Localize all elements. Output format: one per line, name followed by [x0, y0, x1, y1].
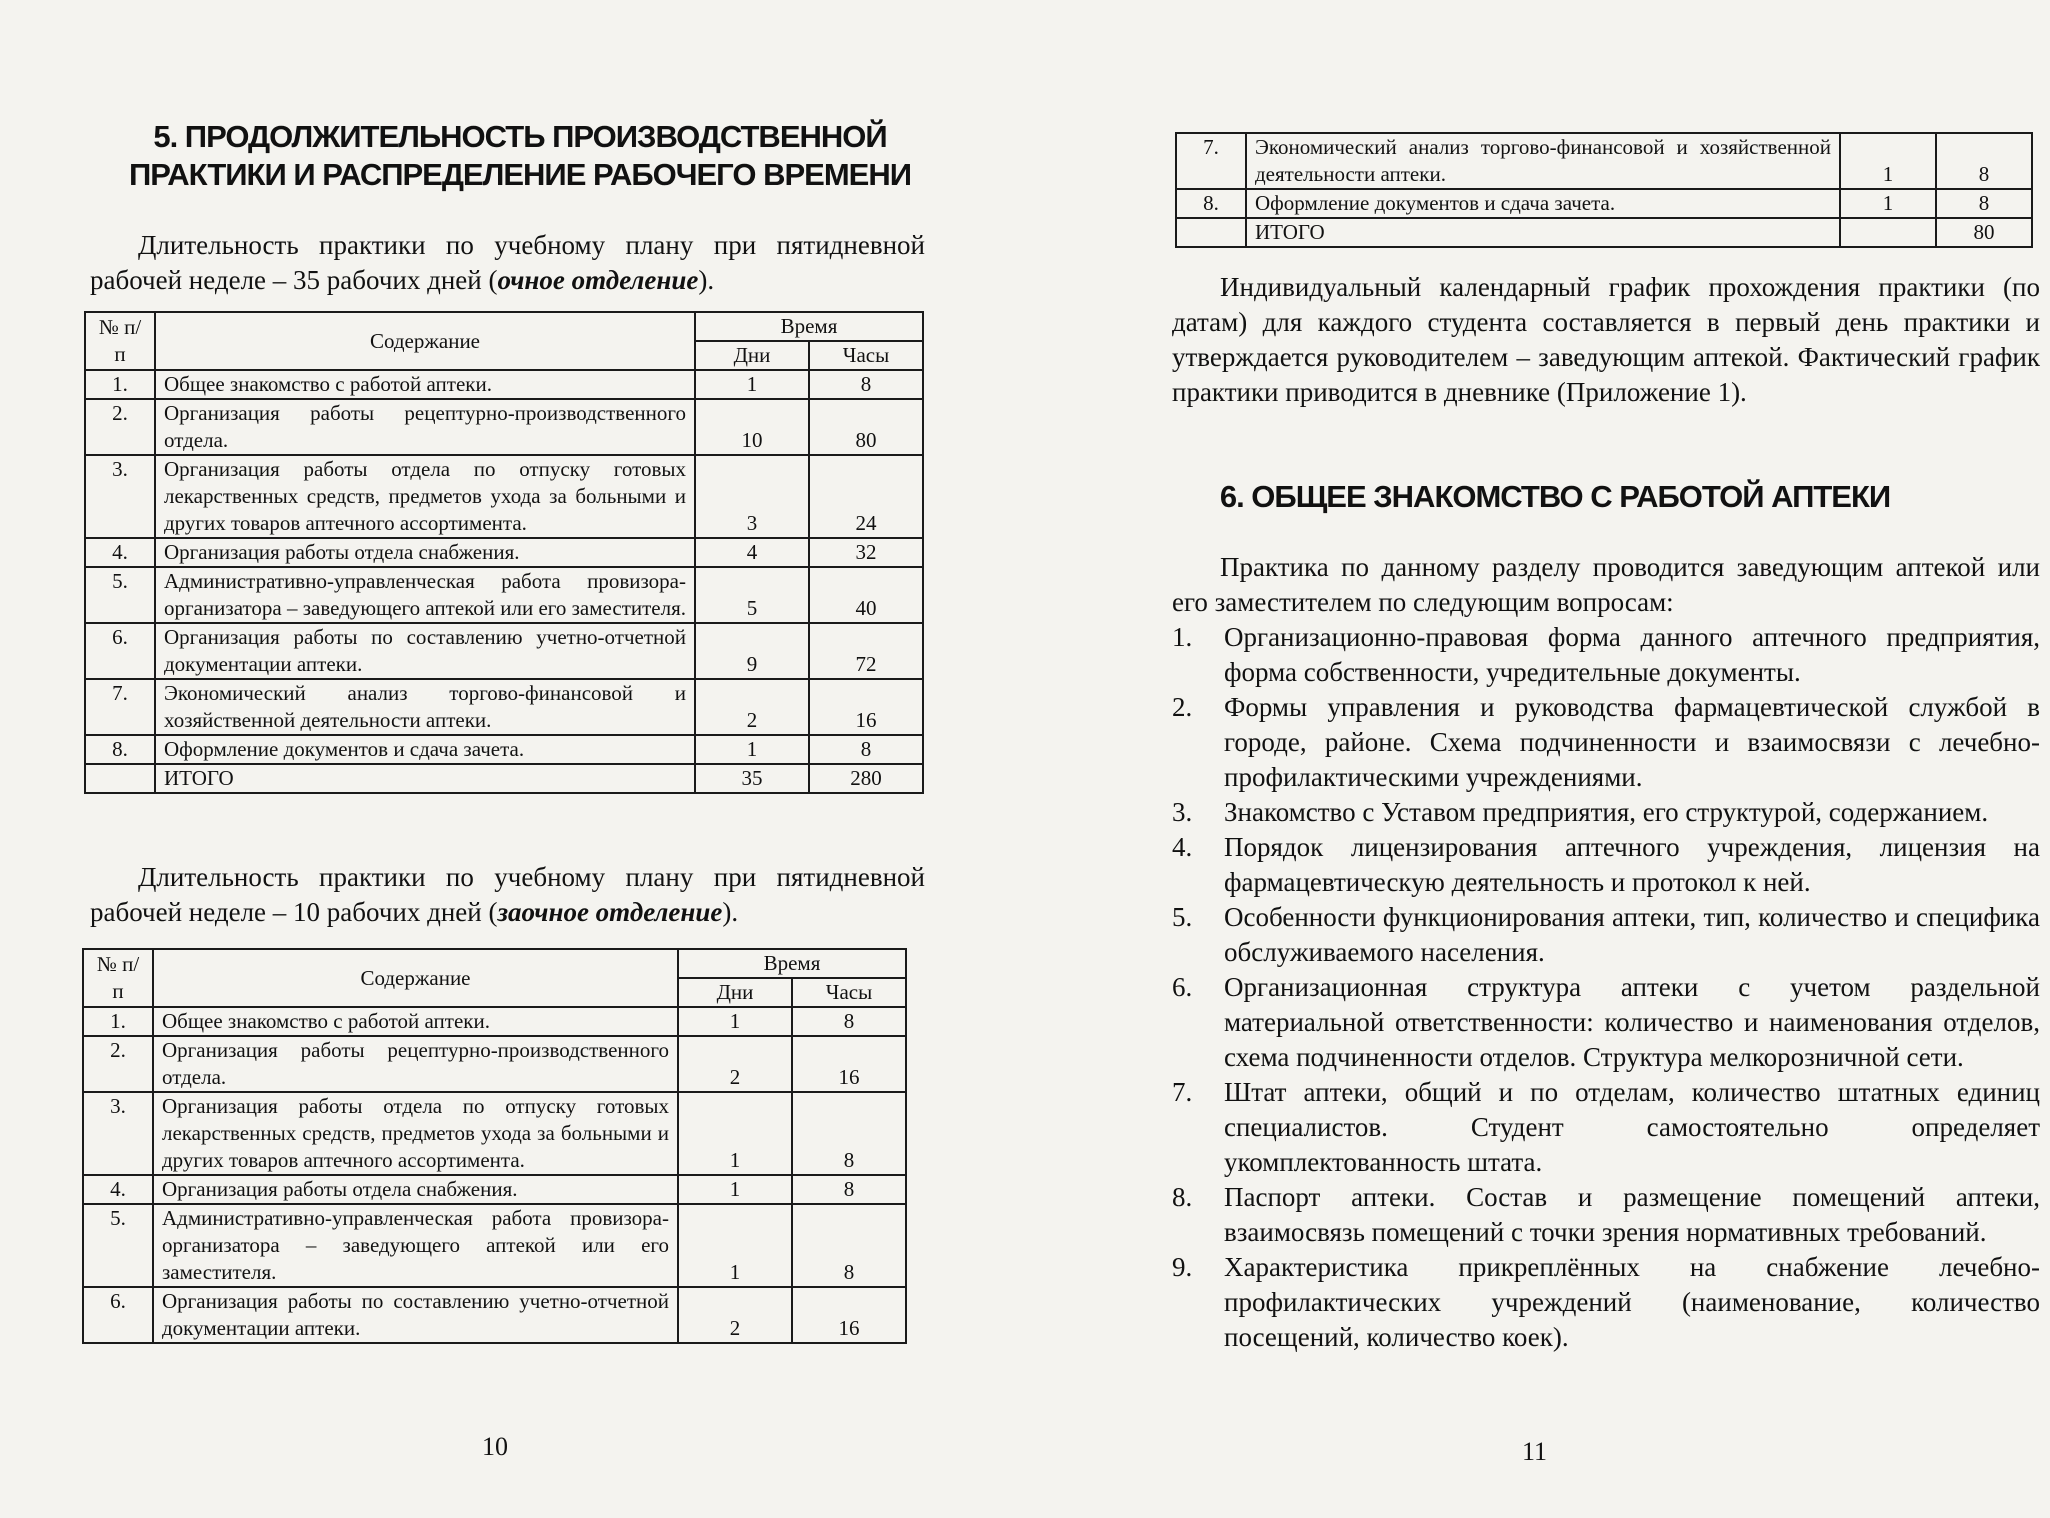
intro-part-time-text: Длительность практики по учебному плану при пятидневной рабочей неделе – 10 рабочих дней (	[90, 862, 925, 927]
list-item-number: 8.	[1172, 1182, 1193, 1212]
list-item-number: 9.	[1172, 1252, 1193, 1282]
intro-part-time-italic: заочное отделение	[497, 897, 723, 927]
section-5-heading	[90, 118, 950, 194]
col-time-header: Время	[678, 949, 906, 978]
right-page	[1025, 0, 2050, 1518]
row-days: 2	[678, 1287, 792, 1343]
section-6-intro	[1172, 550, 2040, 620]
col-hours-header: Часы	[792, 978, 906, 1007]
row-days: 1	[678, 1007, 792, 1036]
row-content: Организация работы отдела по отпуску готовых лекарственных средств, предметов ухода за больными и других товаров аптечного ассортимента.	[153, 1092, 678, 1175]
row-days: 1	[1840, 189, 1936, 218]
row-number: 6.	[83, 1287, 153, 1343]
row-days: 1	[695, 370, 809, 399]
row-hours: 8	[792, 1204, 906, 1287]
heading-line-1: 5. ПРОДОЛЖИТЕЛЬНОСТЬ ПРОИЗВОДСТВЕННОЙ	[153, 119, 887, 154]
row-number: 8.	[85, 735, 155, 764]
schedule-table-continued	[1175, 132, 2033, 248]
table-row	[85, 399, 923, 455]
row-hours: 72	[809, 623, 923, 679]
total-row	[85, 764, 923, 793]
list-item-text: Порядок лицензирования аптечного учреждения, лицензия на фармацевтическую деятельность и протокол к ней.	[1224, 832, 2040, 897]
table-row	[85, 538, 923, 567]
col-days-header: Дни	[678, 978, 792, 1007]
list-item-text: Организационная структура аптеки с учетом раздельной материальной ответственности: количество и наименования отделов, схема подчиненности отделов. Структура мелкорозничной сети.	[1224, 972, 2040, 1072]
list-item-text: Формы управления и руководства фармацевтической службой в городе, районе. Схема подчиненности и взаимосвязи с лечебно-профилактическими учреждениями.	[1224, 692, 2040, 792]
row-days: 9	[695, 623, 809, 679]
row-hours: 8	[809, 370, 923, 399]
row-hours: 8	[792, 1092, 906, 1175]
row-number: 3.	[85, 455, 155, 538]
row-content: Организация работы по составлению учетно-отчетной документации аптеки.	[153, 1287, 678, 1343]
list-item	[1172, 620, 2040, 690]
full-time-schedule-table	[84, 311, 924, 794]
row-content: Организация работы отдела снабжения.	[155, 538, 695, 567]
row-number: 3.	[83, 1092, 153, 1175]
row-hours: 16	[792, 1287, 906, 1343]
total-row	[1176, 218, 2032, 247]
row-number: 5.	[85, 567, 155, 623]
list-item-number: 1.	[1172, 622, 1193, 652]
table-row	[85, 735, 923, 764]
intro-part-time-end: ).	[722, 897, 739, 927]
row-hours: 8	[1936, 189, 2032, 218]
list-item-text: Знакомство с Уставом предприятия, его структурой, содержанием.	[1224, 797, 1989, 827]
row-number: 2.	[83, 1036, 153, 1092]
row-days: 4	[695, 538, 809, 567]
list-item	[1172, 830, 2040, 900]
row-days: 2	[678, 1036, 792, 1092]
list-item	[1172, 1250, 2040, 1355]
col-content-header: Содержание	[153, 949, 678, 1007]
section-6-intro-text: Практика по данному разделу проводится заведующим аптекой или его заместителем по следующим вопросам:	[1172, 552, 2040, 617]
list-item-number: 6.	[1172, 972, 1193, 1002]
list-item-text: Особенности функционирования аптеки, тип, количество и специфика обслуживаемого населения.	[1224, 902, 2040, 967]
row-hours: 8	[792, 1175, 906, 1204]
intro-full-time-end: ).	[698, 265, 715, 295]
table-row	[83, 1036, 906, 1092]
row-number: 2.	[85, 399, 155, 455]
row-hours: 8	[809, 735, 923, 764]
row-hours: 80	[809, 399, 923, 455]
list-item-number: 4.	[1172, 832, 1193, 862]
row-content: Организация работы рецептурно-производственного отдела.	[153, 1036, 678, 1092]
row-hours: 16	[809, 679, 923, 735]
col-num-header: № п/п	[85, 312, 155, 370]
page-number-left: 10	[482, 1432, 508, 1461]
row-hours: 24	[809, 455, 923, 538]
list-item	[1172, 900, 2040, 970]
table-row	[85, 567, 923, 623]
row-content: ИТОГО	[1246, 218, 1840, 247]
row-number: 7.	[1176, 133, 1246, 189]
table-row	[85, 679, 923, 735]
row-content: Экономический анализ торгово-финансовой и хозяйственной деятельности аптеки.	[155, 679, 695, 735]
schedule-paragraph	[1172, 270, 2040, 410]
col-days-header: Дни	[695, 341, 809, 370]
row-days: 35	[695, 764, 809, 793]
list-item-text: Характеристика прикреплённых на снабжение лечебно-профилактических учреждений (наименование, количество посещений, количество коек).	[1224, 1252, 2040, 1352]
list-item-text: Организационно-правовая форма данного аптечного предприятия, форма собственности, учредительные документы.	[1224, 622, 2040, 687]
schedule-paragraph-text: Индивидуальный календарный график прохождения практики (по датам) для каждого студента составляется в первый день практики и утверждается руководителем – заведующим аптекой. Фактический график практики приводится в дневнике (Приложение 1).	[1172, 272, 2040, 407]
heading-line-2: ПРАКТИКИ И РАСПРЕДЕЛЕНИЕ РАБОЧЕГО ВРЕМЕНИ	[129, 157, 911, 192]
col-hours-header: Часы	[809, 341, 923, 370]
row-number	[1176, 218, 1246, 247]
row-number: 1.	[83, 1007, 153, 1036]
table-row	[85, 370, 923, 399]
table-row	[1176, 189, 2032, 218]
list-item	[1172, 690, 2040, 795]
row-days: 3	[695, 455, 809, 538]
row-content: Общее знакомство с работой аптеки.	[155, 370, 695, 399]
row-number: 8.	[1176, 189, 1246, 218]
row-content: Административно-управленческая работа провизора-организатора – заведующего аптекой или его заместителя.	[153, 1204, 678, 1287]
table-row	[85, 455, 923, 538]
row-content: Организация работы рецептурно-производственного отдела.	[155, 399, 695, 455]
row-hours: 280	[809, 764, 923, 793]
row-hours: 32	[809, 538, 923, 567]
row-content: Организация работы отдела снабжения.	[153, 1175, 678, 1204]
section-6-heading: 6. ОБЩЕЕ ЗНАКОМСТВО С РАБОТОЙ АПТЕКИ	[1219, 479, 1891, 514]
row-number: 7.	[85, 679, 155, 735]
table-row	[83, 1175, 906, 1204]
intro-full-time-text: Длительность практики по учебному плану при пятидневной рабочей неделе – 35 рабочих дней (	[90, 230, 925, 295]
row-hours: 16	[792, 1036, 906, 1092]
row-days: 1	[1840, 133, 1936, 189]
list-item	[1172, 970, 2040, 1075]
row-content: Организация работы отдела по отпуску готовых лекарственных средств, предметов ухода за больными и других товаров аптечного ассортимента.	[155, 455, 695, 538]
col-time-header: Время	[695, 312, 923, 341]
list-item-text: Штат аптеки, общий и по отделам, количество штатных единиц специалистов. Студент самостоятельно определяет укомплектованность штата.	[1224, 1077, 2040, 1177]
row-days: 5	[695, 567, 809, 623]
row-hours: 40	[809, 567, 923, 623]
row-content: ИТОГО	[155, 764, 695, 793]
intro-part-time	[90, 860, 925, 930]
list-item-text: Паспорт аптеки. Состав и размещение помещений аптеки, взаимосвязь помещений с точки зрения нормативных требований.	[1224, 1182, 2040, 1247]
row-content: Административно-управленческая работа провизора-организатора – заведующего аптекой или его заместителя.	[155, 567, 695, 623]
row-days: 1	[678, 1092, 792, 1175]
table-row	[83, 1204, 906, 1287]
table-row	[85, 623, 923, 679]
row-number	[85, 764, 155, 793]
list-item	[1172, 1075, 2040, 1180]
row-hours: 8	[1936, 133, 2032, 189]
table-row	[83, 1092, 906, 1175]
list-item-number: 2.	[1172, 692, 1193, 722]
table-row	[83, 1287, 906, 1343]
row-number: 4.	[83, 1175, 153, 1204]
intro-full-time	[90, 228, 925, 298]
questions-list	[1172, 620, 2040, 1355]
row-number: 1.	[85, 370, 155, 399]
row-days: 1	[678, 1175, 792, 1204]
col-content-header: Содержание	[155, 312, 695, 370]
list-item-number: 7.	[1172, 1077, 1193, 1107]
row-days	[1840, 218, 1936, 247]
row-days: 1	[678, 1204, 792, 1287]
row-content: Оформление документов и сдача зачета.	[1246, 189, 1840, 218]
page-number-right: 11	[1522, 1437, 1548, 1466]
row-hours: 80	[1936, 218, 2032, 247]
list-item	[1172, 1180, 2040, 1250]
col-num-header: № п/п	[83, 949, 153, 1007]
row-days: 10	[695, 399, 809, 455]
row-content: Организация работы по составлению учетно-отчетной документации аптеки.	[155, 623, 695, 679]
intro-full-time-italic: очное отделение	[497, 265, 699, 295]
row-hours: 8	[792, 1007, 906, 1036]
list-item-number: 3.	[1172, 797, 1193, 827]
row-content: Оформление документов и сдача зачета.	[155, 735, 695, 764]
table-row	[1176, 133, 2032, 189]
part-time-schedule-table	[82, 948, 907, 1344]
row-days: 2	[695, 679, 809, 735]
row-number: 4.	[85, 538, 155, 567]
row-content: Общее знакомство с работой аптеки.	[153, 1007, 678, 1036]
row-days: 1	[695, 735, 809, 764]
list-item-number: 5.	[1172, 902, 1193, 932]
row-content: Экономический анализ торгово-финансовой и хозяйственной деятельности аптеки.	[1246, 133, 1840, 189]
row-number: 6.	[85, 623, 155, 679]
row-number: 5.	[83, 1204, 153, 1287]
list-item	[1172, 795, 2040, 830]
table-row	[83, 1007, 906, 1036]
